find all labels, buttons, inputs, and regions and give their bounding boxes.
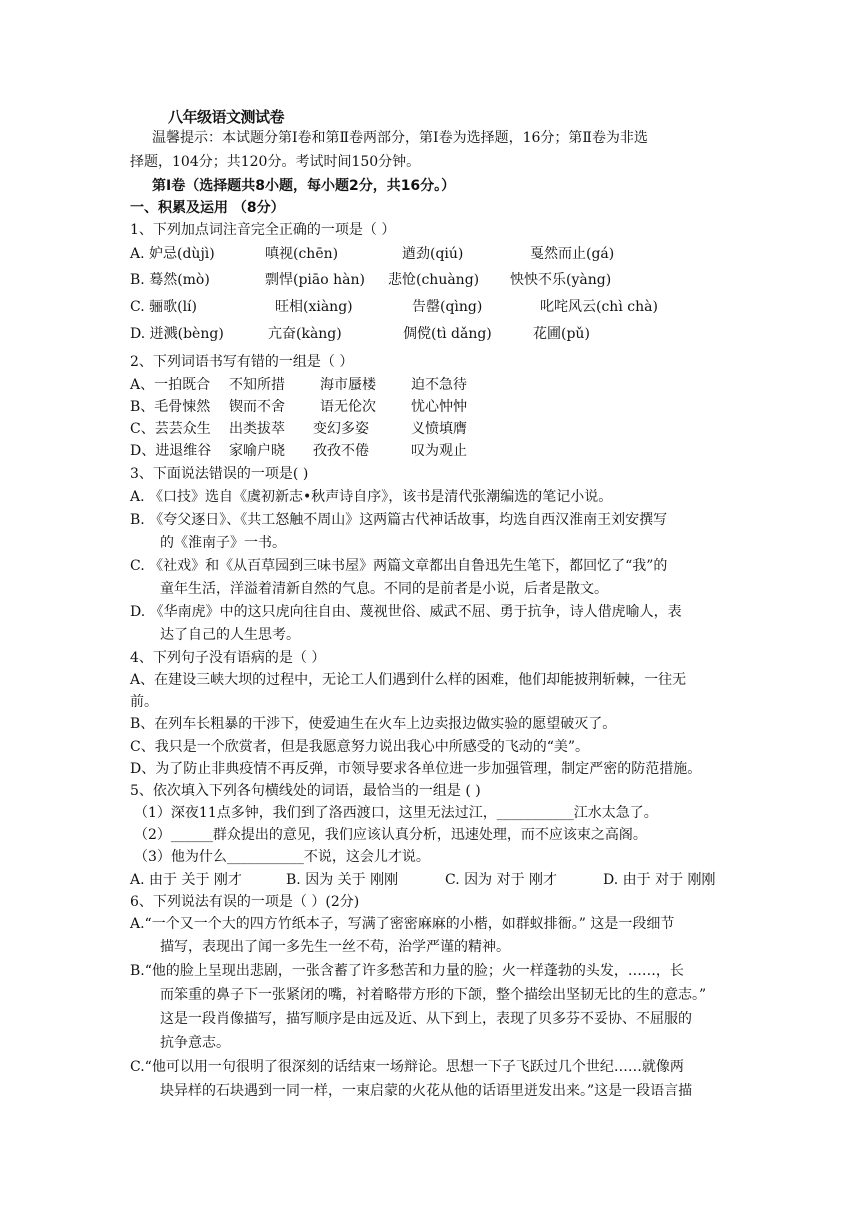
q5-sentence-3: （3）他为什么___________不说，这会儿才说。	[134, 849, 430, 865]
q2-d-item: 叹为观止	[411, 443, 467, 459]
q3-option-c: C. 《社戏》和《从百草园到三味书屋》两篇文章都出自鲁迅先生笔下，都回忆了“我”的	[130, 558, 668, 574]
notice-line-2: 择题，104分；共120分。考试时间150分钟。	[130, 154, 421, 170]
q1-option-b: B. 蓦然(mò)	[130, 272, 210, 288]
q2-c-item: 变幻多姿	[313, 421, 369, 437]
q6-option-b: B.“他的脸上呈现出悲剧，一张含蓄了许多愁苦和力量的脸；火一样蓬勃的头发，……，长	[130, 963, 684, 979]
part1-header: 第Ⅰ卷（选择题共8小题，每小题2分，共16分。）	[152, 178, 456, 194]
q4-option-d: D、为了防止非典疫情不再反弹，市领导要求各单位进一步加强管理，制定严密的防范措施。	[130, 761, 702, 777]
q1-c-item: 叱咤风云(chì chà)	[540, 299, 658, 315]
q1-option-a	[130, 244, 215, 264]
q1-option-d: D. 迸溅(bèng)	[130, 326, 224, 342]
q5-option-a: A. 由于 关于 刚才	[130, 872, 242, 888]
q1-b-item: 怏怏不乐(yàng)	[510, 272, 612, 288]
q5-option-d: D. 由于 对于 刚刚	[603, 872, 716, 888]
q2-b-item: 锲而不舍	[229, 399, 285, 415]
q6-option-a-cont: 描写，表现出了闻一多先生一丝不苟，治学严谨的精神。	[160, 939, 510, 955]
q1-c-item: 旺相(xiàng)	[275, 299, 353, 315]
q2-d-item: 孜孜不倦	[313, 443, 369, 459]
q1-stem: 1、下列加点词注音完全正确的一项是（ ）	[130, 222, 396, 238]
q2-b-item: 忧心忡忡	[411, 399, 467, 415]
q2-c-item: 出类拔萃	[229, 421, 285, 437]
q2-c-item: 义愤填膺	[411, 421, 467, 437]
q5-sentence-1: （1）深夜11点多钟，我们到了洛西渡口，这里无法过江，___________江水太急了。	[134, 805, 658, 821]
q2-option-b: B、毛骨悚然	[130, 399, 211, 415]
q2-a-item: 迫不急待	[411, 377, 467, 393]
q1-b-item: 剽悍(piāo hàn)	[265, 272, 365, 288]
q6-option-b-cont: 抗争意志。	[160, 1035, 230, 1051]
q3-option-b-cont: 的《淮南子》一书。	[160, 535, 286, 551]
q6-option-c-cont: 块异样的石块遇到一同一样，一束启蒙的火花从他的话语里迸发出来。”这是一段语言描	[160, 1083, 693, 1099]
q3-stem: 3、下面说法错误的一项是( )	[130, 466, 309, 482]
q2-a-item: 不知所措	[229, 377, 285, 393]
q1-a-item: 嗔视(chēn)	[265, 246, 339, 262]
q2-option-a: A、一拍既合	[130, 377, 211, 393]
q1-d-item: 倜傥(tì dǎng)	[403, 326, 492, 342]
q1-b-item: 悲怆(chuàng)	[388, 272, 480, 288]
q6-option-c: C.“他可以用一句很明了很深刻的话结束一场辩论。思想一下子飞跃过几个世纪……就像两	[130, 1059, 684, 1075]
q1-d-item: 亢奋(kàng)	[268, 326, 342, 342]
page-title: 八年级语文测试卷	[168, 108, 285, 126]
notice-line-1: 温馨提示：本试题分第Ⅰ卷和第Ⅱ卷两部分，第Ⅰ卷为选择题，16分；第Ⅱ卷为非选	[152, 130, 648, 146]
q2-option-c: C、芸芸众生	[130, 421, 211, 437]
q6-option-b-cont: 这是一段肖像描写，描写顺序是由远及近、从下到上，表现了贝多芬不妥协、不屈服的	[160, 1011, 692, 1027]
q1-a-item: A. 妒忌(dùjì)	[130, 246, 215, 262]
q6-stem: 6、下列说法有误的一项是（ ）(2分)	[130, 894, 360, 910]
q6-option-b-cont: 而笨重的鼻子下一张紧闭的嘴，衬着略带方形的下颌，整个描绘出坚韧无比的生的意志。”	[160, 987, 707, 1003]
q2-a-item: 海市蜃楼	[320, 377, 376, 393]
q4-option-a-cont: 前。	[130, 694, 158, 710]
q4-option-c: C、我只是一个欣赏者，但是我愿意努力说出我心中所感受的飞动的“美”。	[130, 739, 590, 755]
q2-d-item: 家喻户晓	[229, 443, 285, 459]
q1-a-item: 遒劲(qiú)	[402, 246, 464, 262]
q1-a-item: 戛然而止(gá)	[530, 246, 615, 262]
q2-option-d: D、进退维谷	[130, 443, 212, 459]
q4-stem: 4、下列句子没有语病的是（ ）	[130, 650, 326, 666]
section1-header: 一、积累及运用 （8分）	[130, 200, 285, 216]
q5-stem: 5、依次填入下列各句横线处的词语，最恰当的一组是 ( )	[130, 783, 481, 799]
q4-option-b: B、在列车长粗暴的干涉下，使爱迪生在火车上边卖报边做实验的愿望破灭了。	[130, 716, 617, 732]
q6-option-a: A.“一个又一个大的四方竹纸本子，写满了密密麻麻的小楷，如群蚁排衙。” 这是一段细节	[130, 916, 675, 932]
q2-b-item: 语无伦次	[320, 399, 376, 415]
q3-option-d: D. 《华南虎》中的这只虎向往自由、蔑视世俗、威武不屈、勇于抗争，诗人借虎喻人，表	[130, 604, 682, 620]
q1-d-item: 花圃(pǔ)	[533, 326, 590, 342]
q3-option-c-cont: 童年生活，洋溢着清新自然的气息。不同的是前者是小说，后者是散文。	[160, 581, 608, 597]
q5-option-c: C. 因为 对于 刚才	[445, 872, 558, 888]
q5-option-b: B. 因为 关于 刚刚	[286, 872, 399, 888]
q1-option-c: C. 骊歌(lí)	[130, 299, 197, 315]
q3-option-a: A. 《口技》选自《虞初新志•秋声诗自序》，该书是清代张潮编选的笔记小说。	[130, 489, 613, 505]
q2-stem: 2、下列词语书写有错的一组是（ ）	[130, 354, 354, 370]
q3-option-b: B. 《夸父逐日》、《共工怒触不周山》这两篇古代神话故事，均选自西汉淮南王刘安撰写	[130, 512, 668, 528]
q1-c-item: 告罄(qìng)	[412, 299, 483, 315]
q4-option-a: A、在建设三峡大坝的过程中，无论工人们遇到什么样的困难，他们却能披荆斩棘，一往无	[130, 672, 687, 688]
q3-option-d-cont: 达了自己的人生思考。	[160, 627, 300, 643]
q5-sentence-2: （2）______群众提出的意见，我们应该认真分析，迅速处理，而不应该束之高阁。	[134, 827, 647, 843]
